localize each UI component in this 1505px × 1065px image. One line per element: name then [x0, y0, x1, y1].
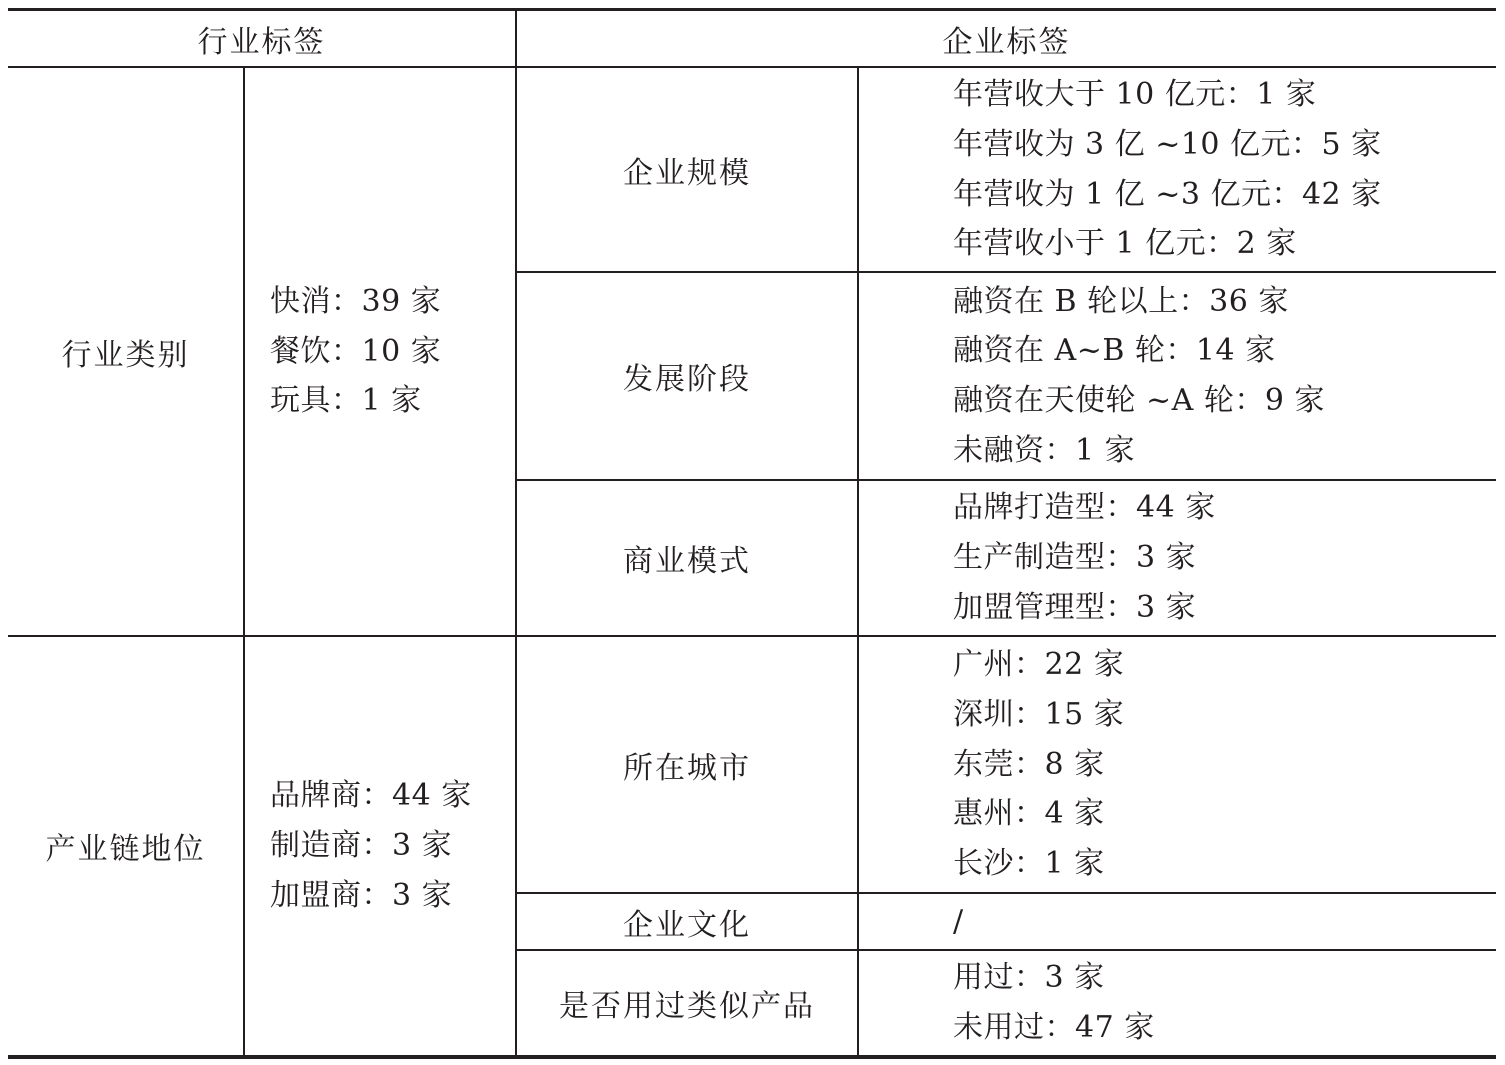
list-item: 融资在 A~B 轮：14 家: [953, 333, 1276, 369]
vline-enterprise: [857, 66, 859, 1056]
chain-position-label: 产业链地位: [45, 832, 206, 867]
similar-product-list: [953, 953, 1155, 1052]
list-item: 年营收小于 1 亿元：2 家: [953, 226, 1297, 262]
table-bottom-rule: [8, 1055, 1496, 1059]
list-item: 东莞：8 家: [953, 746, 1105, 782]
city-values-cell: [953, 637, 1496, 892]
list-item: 快消：39 家: [270, 283, 442, 319]
header-industry-cell: [8, 11, 515, 67]
business-model-values-cell: [953, 481, 1496, 635]
industry-category-label: 行业类别: [61, 337, 190, 373]
development-stage-label: 发展阶段: [623, 362, 751, 397]
culture-label-cell: [517, 894, 857, 949]
city-label: 所在城市: [623, 750, 751, 786]
list-item: 长沙：1 家: [953, 846, 1105, 882]
header-enterprise-label: 企业标签: [942, 25, 1071, 60]
business-model-label: 商业模式: [623, 544, 751, 579]
industry-category-label-cell: [8, 68, 243, 635]
city-label-cell: [517, 637, 857, 892]
list-item: 融资在天使轮 ~A 轮：9 家: [953, 383, 1325, 418]
enterprise-scale-values-cell: [953, 68, 1496, 271]
header-enterprise-cell: [517, 11, 1496, 67]
enterprise-scale-list: [953, 70, 1382, 269]
list-item: 品牌商：44 家: [270, 778, 472, 814]
list-item: 年营收为 1 亿 ~3 亿元：42 家: [953, 176, 1382, 212]
header-industry-label: 行业标签: [197, 25, 326, 60]
list-item: 用过：3 家: [953, 960, 1105, 996]
business-model-list: [953, 483, 1216, 632]
development-stage-label-cell: [517, 273, 857, 479]
enterprise-scale-label-cell: [517, 68, 857, 271]
tag-table: [8, 8, 1496, 1060]
list-item: 加盟商：3 家: [270, 877, 453, 913]
culture-values-cell: [953, 894, 1496, 949]
list-item: 广州：22 家: [953, 647, 1125, 683]
list-item: 生产制造型：3 家: [953, 540, 1197, 576]
list-item: 未融资：1 家: [953, 432, 1136, 468]
development-stage-values-cell: [953, 273, 1496, 479]
similar-product-values-cell: [953, 951, 1496, 1055]
industry-category-list: [270, 277, 441, 426]
industry-category-values-cell: [270, 68, 515, 635]
list-item: 年营收大于 10 亿元：1 家: [953, 77, 1317, 113]
list-item: 年营收为 3 亿 ~10 亿元：5 家: [953, 126, 1382, 162]
list-item: 惠州：4 家: [953, 796, 1105, 832]
list-item: 加盟管理型：3 家: [953, 589, 1197, 625]
development-stage-list: [953, 277, 1325, 476]
chain-position-values-cell: [270, 637, 515, 1055]
culture-list: [953, 897, 964, 947]
culture-label: 企业文化: [623, 907, 751, 943]
list-item: /: [953, 903, 964, 939]
similar-product-label: 是否用过类似产品: [559, 989, 815, 1024]
enterprise-scale-label: 企业规模: [623, 155, 751, 191]
list-item: 未用过：47 家: [953, 1010, 1155, 1045]
similar-product-label-cell: [517, 951, 857, 1055]
vline-industry: [243, 66, 245, 1056]
list-item: 餐饮：10 家: [270, 333, 442, 369]
list-item: 融资在 B 轮以上：36 家: [953, 283, 1289, 319]
city-list: [953, 640, 1124, 889]
chain-position-list: [270, 771, 472, 920]
list-item: 制造商：3 家: [270, 828, 453, 864]
list-item: 玩具：1 家: [270, 383, 422, 419]
business-model-label-cell: [517, 481, 857, 635]
chain-position-label-cell: [8, 637, 243, 1055]
list-item: 品牌打造型：44 家: [953, 490, 1216, 526]
list-item: 深圳：15 家: [953, 696, 1125, 732]
